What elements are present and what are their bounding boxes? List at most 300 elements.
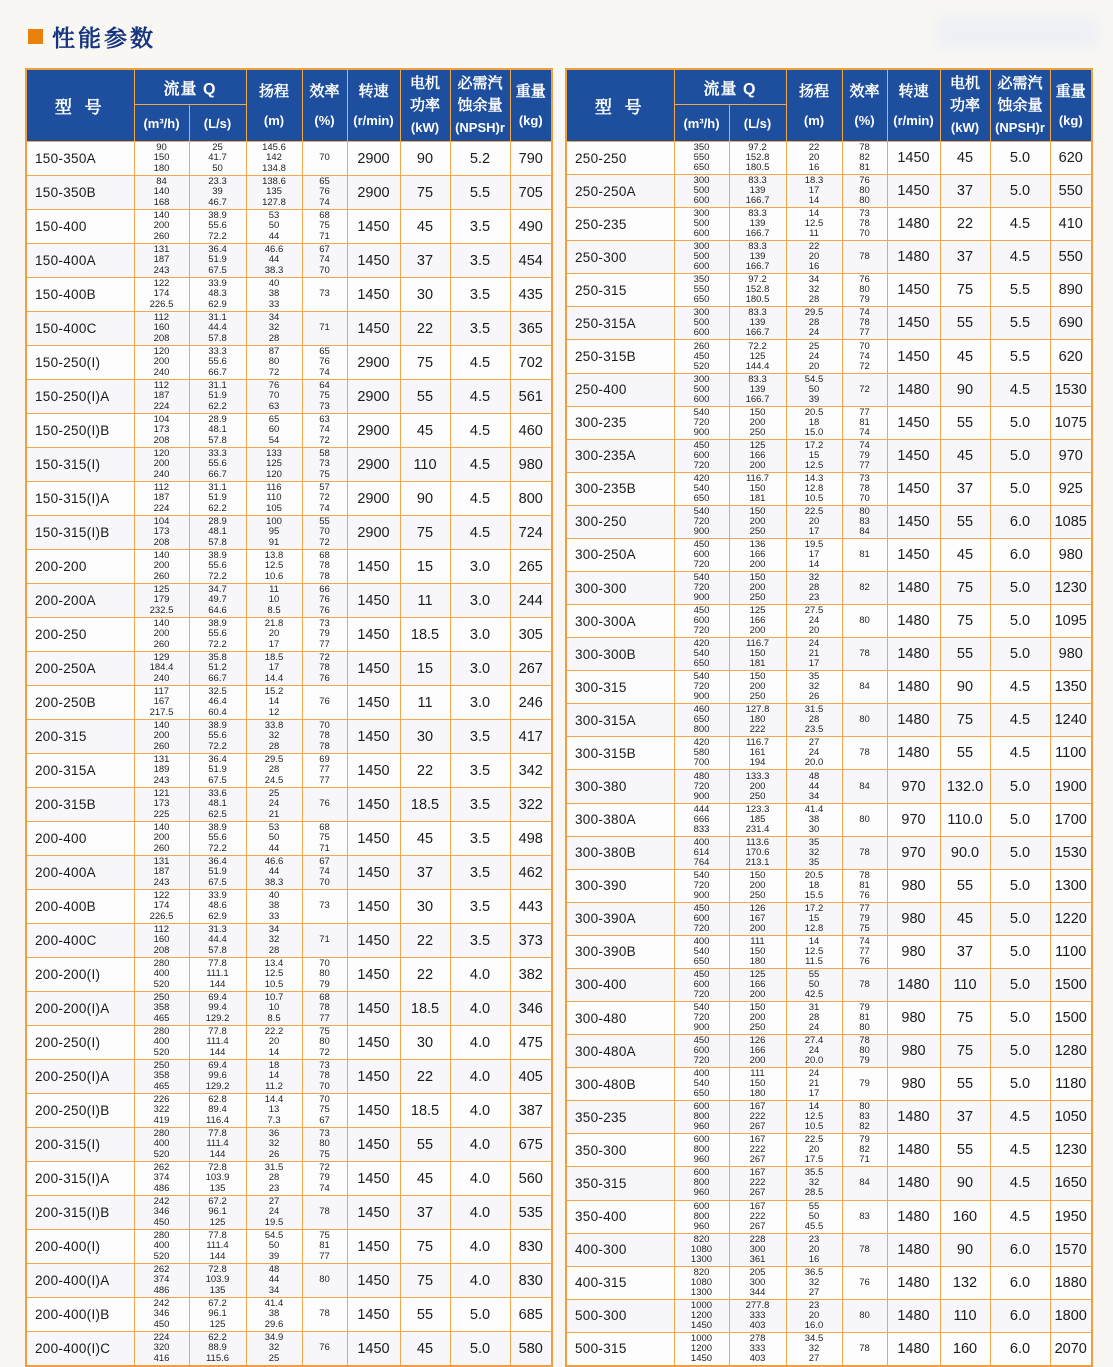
head-cell (786, 1299, 842, 1332)
weight-header-unit: (kg) (1058, 112, 1083, 128)
efficiency-cell (302, 1128, 347, 1162)
power-header-label: 功率 (409, 97, 440, 114)
flow-ls-cell-value: 125 (749, 439, 766, 451)
flow-m3h-cell-value: 480 (693, 770, 710, 782)
speed-cell: 980 (887, 869, 940, 902)
head-cell-value: 15 (808, 449, 820, 461)
head-cell-value: 35 (808, 671, 820, 683)
efficiency-cell-value: 78 (859, 1243, 870, 1255)
head-cell-value: 21.8 (264, 617, 284, 629)
npsh-cell: 5.0 (450, 1332, 510, 1367)
head-cell-value: 20.0 (804, 757, 824, 769)
efficiency-cell-value: 78 (859, 1342, 870, 1354)
flow-m3h-cell-value: 800 (693, 1210, 710, 1222)
flow-m3h-cell-value: 600 (693, 261, 710, 273)
efficiency-cell-value: 80 (319, 1138, 330, 1150)
head-cell-value: 50 (268, 832, 280, 844)
npsh-cell: 5.0 (990, 902, 1050, 935)
flow-m3h-cell-value: 208 (153, 434, 170, 446)
efficiency-cell (302, 1298, 347, 1332)
flow-m3h-cell-value: 262 (153, 1161, 170, 1173)
head-cell-value: 105 (266, 502, 282, 514)
head-cell-value: 72 (268, 366, 280, 378)
flow-m3h-cell-value: 167 (153, 696, 170, 708)
power-cell: 90 (940, 373, 990, 406)
flow-ls-cell-value: 83.3 (748, 208, 767, 220)
weight-cell: 1300 (1050, 869, 1092, 902)
head-cell-value: 31.5 (264, 1161, 284, 1173)
npsh-header-label: 蚀余量 (997, 97, 1043, 114)
model-cell: 250-235 (566, 208, 674, 241)
table-row (26, 550, 552, 584)
head-cell-value: 87 (268, 345, 280, 357)
flow-m3h-cell-value: 112 (153, 923, 170, 935)
power-header-label: 电机 (409, 75, 440, 93)
flow-m3h-cell (674, 307, 729, 340)
flow-ls-cell-value: 135 (209, 1182, 226, 1194)
flow-m3h-cell-value: 614 (693, 846, 710, 858)
flow-ls-cell-value: 23.3 (208, 175, 227, 187)
flow-ls-cell-value: 200 (749, 582, 766, 594)
table-row (566, 1266, 1092, 1299)
head-cell-value: 24 (268, 798, 280, 810)
flow-m3h-cell-value: 600 (693, 1101, 710, 1113)
head-cell-value: 23.5 (804, 724, 824, 736)
npsh-cell: 3.5 (450, 720, 510, 754)
npsh-cell: 4.5 (990, 241, 1050, 274)
npsh-cell: 3.5 (450, 210, 510, 244)
flow-m3h-cell-value: 600 (693, 978, 710, 990)
head-cell-value: 21 (808, 1078, 820, 1090)
flow-ls-cell-value: 39 (212, 186, 223, 198)
flow-m3h-cell-value: 225 (153, 808, 170, 820)
flow-m3h-cell-value: 420 (693, 638, 710, 650)
efficiency-cell-value: 67 (319, 243, 330, 255)
power-header-unit: (kW) (410, 119, 440, 135)
flow-ls-cell-value: 111.1 (206, 968, 229, 980)
efficiency-cell-value: 74 (319, 424, 330, 436)
head-cell-value: 28 (268, 332, 280, 344)
head-header-text (787, 71, 842, 141)
speed-cell: 1450 (347, 1264, 400, 1298)
flow-m3h-cell-value: 1300 (690, 1253, 713, 1265)
weight-cell: 980 (510, 448, 552, 482)
flow-ls-cell-value: 28.9 (208, 413, 227, 425)
head-cell-value: 12.8 (804, 482, 824, 494)
speed-cell: 1450 (887, 538, 940, 571)
flow-ls-cell-value: 72.2 (208, 842, 227, 854)
npsh-cell: 5.5 (450, 176, 510, 210)
flow-m3h-cell-value: 131 (153, 855, 170, 867)
efficiency-cell-value: 75 (319, 468, 330, 480)
flow-m3h-cell (134, 278, 189, 312)
head-cell (786, 671, 842, 704)
efficiency-cell (842, 175, 887, 208)
model-cell: 200-400A (26, 856, 134, 890)
weight-cell: 460 (510, 414, 552, 448)
head-cell-value: 20 (268, 1036, 280, 1048)
flow-m3h-cell-value: 800 (693, 1144, 710, 1156)
flow-m3h-cell-value: 460 (693, 704, 710, 716)
head-cell-value: 23 (808, 1299, 820, 1311)
efficiency-cell (842, 505, 887, 538)
weight-cell: 800 (510, 482, 552, 516)
npsh-cell: 5.0 (990, 836, 1050, 869)
weight-cell: 690 (1050, 307, 1092, 340)
head-cell-value: 54.5 (264, 1229, 284, 1241)
head-cell-value: 34 (268, 1284, 280, 1296)
flow-ls-cell (729, 803, 786, 836)
speed-cell: 1480 (887, 1332, 940, 1366)
head-cell-value: 18 (808, 416, 820, 428)
flow-ls-cell-value: 129.2 (205, 1080, 230, 1092)
head-cell-value: 15 (808, 912, 820, 924)
power-cell: 30 (400, 278, 450, 312)
head-cell-value: 28 (268, 740, 280, 752)
efficiency-cell (842, 1134, 887, 1167)
head-cell-value: 23 (808, 592, 820, 604)
efficiency-cell-value: 78 (859, 251, 870, 263)
flow-ls-cell (729, 175, 786, 208)
power-cell: 37 (940, 472, 990, 505)
flow-ls-cell-value: 180 (749, 955, 766, 967)
flow-header: 流量 Q (674, 69, 786, 105)
flow-ls-cell-value: 31.3 (208, 923, 227, 935)
efficiency-cell (842, 902, 887, 935)
flow-m3h-cell-value: 500 (693, 218, 710, 230)
flow-ls-cell-value: 67.2 (208, 1195, 227, 1207)
speed-header-text (348, 71, 400, 141)
flow-m3h-cell-value: 400 (693, 836, 710, 848)
head-cell (786, 241, 842, 274)
efficiency-cell-value: 70 (859, 228, 870, 240)
efficiency-cell (302, 822, 347, 856)
head-cell-value: 46.6 (264, 855, 284, 867)
head-cell-value: 12.5 (264, 968, 284, 980)
flow-m3h-cell-value: 104 (153, 515, 170, 527)
efficiency-cell-value: 70 (859, 492, 870, 504)
power-cell: 37 (940, 935, 990, 968)
flow-m3h-cell-value: 720 (693, 1012, 710, 1024)
efficiency-cell-value: 72 (859, 383, 870, 395)
efficiency-cell-value: 75 (319, 1148, 330, 1160)
npsh-cell: 4.5 (990, 1200, 1050, 1233)
model-cell: 250-250A (566, 175, 674, 208)
flow-m3h-cell-value: 550 (693, 284, 710, 296)
table-row (566, 605, 1092, 638)
flow-m3h-cell-value: 358 (153, 1070, 170, 1082)
head-cell (786, 572, 842, 605)
head-cell-value: 24 (268, 1206, 280, 1218)
speed-header (887, 69, 940, 142)
flow-ls-cell-value: 62.9 (208, 910, 227, 922)
npsh-header (450, 69, 510, 142)
flow-ls-cell-value: 99.4 (208, 1002, 227, 1014)
flow-ls-cell-value: 250 (749, 1022, 766, 1034)
flow-ls-cell (729, 1299, 786, 1332)
flow-ls-cell-value: 36.4 (208, 243, 227, 255)
flow-m3h-cell-value: 240 (153, 468, 170, 480)
speed-cell: 1450 (347, 686, 400, 720)
flow-m3h-cell-value: 346 (153, 1308, 170, 1320)
efficiency-cell-value: 79 (859, 1078, 870, 1090)
flow-m3h-cell-value: 500 (693, 251, 710, 263)
flow-m3h-cell-value: 520 (153, 1046, 170, 1058)
flow-ls-cell-value: 333 (749, 1342, 766, 1354)
efficiency-cell (302, 346, 347, 380)
flow-ls-cell-value: 200 (749, 879, 766, 891)
head-cell-value: 26 (268, 1148, 280, 1160)
head-cell (786, 836, 842, 869)
model-cell: 250-315 (566, 274, 674, 307)
weight-cell: 454 (510, 244, 552, 278)
head-cell-value: 138.6 (262, 175, 286, 187)
model-cell: 200-400C (26, 924, 134, 958)
efficiency-cell (302, 142, 347, 176)
flow-m3h-cell-value: 350 (693, 274, 710, 286)
head-cell-value: 15.5 (804, 889, 824, 901)
flow-m3h-cell-value: 580 (693, 747, 710, 759)
efficiency-cell-value: 84 (859, 1177, 870, 1189)
efficiency-cell-value: 78 (319, 1206, 330, 1218)
flow-ls-cell (189, 1094, 246, 1128)
npsh-cell: 6.0 (990, 505, 1050, 538)
efficiency-cell-value: 73 (319, 617, 330, 629)
efficiency-cell (302, 1332, 347, 1367)
flow-m3h-cell-value: 450 (693, 1035, 710, 1047)
table-row (26, 1264, 552, 1298)
efficiency-cell-value: 78 (859, 978, 870, 990)
power-cell: 37 (940, 175, 990, 208)
npsh-cell: 5.0 (990, 605, 1050, 638)
flow-ls-cell-value: 300 (749, 1243, 766, 1255)
power-cell: 55 (940, 869, 990, 902)
model-cell: 200-400 (26, 822, 134, 856)
weight-cell: 702 (510, 346, 552, 380)
power-cell: 55 (940, 737, 990, 770)
flow-ls-cell-value: 228 (749, 1233, 766, 1245)
flow-ls-cell-value: 77.8 (208, 957, 227, 969)
table-row (26, 1060, 552, 1094)
head-header-text (247, 71, 302, 141)
head-cell-value: 35.5 (804, 1167, 824, 1179)
flow-ls-cell-value: 77.8 (208, 1127, 227, 1139)
flow-m3h-cell (674, 836, 729, 869)
flow-ls-cell-value: 200 (749, 988, 766, 1000)
flow-ls-cell-value: 62.9 (208, 298, 227, 310)
efficiency-cell-value: 75 (319, 220, 330, 232)
head-cell (246, 312, 302, 346)
flow-m3h-cell-value: 243 (153, 774, 170, 786)
power-cell: 55 (940, 1134, 990, 1167)
model-cell: 200-250 (26, 618, 134, 652)
efficiency-cell-value: 79 (859, 1002, 870, 1014)
flow-m3h-cell-value: 900 (693, 1022, 710, 1034)
weight-cell: 1050 (1050, 1101, 1092, 1134)
table-row (566, 175, 1092, 208)
head-cell-value: 46.6 (264, 243, 284, 255)
table-row (26, 244, 552, 278)
flow-ls-cell-value: 125 (749, 605, 766, 617)
flow-ls-cell (729, 340, 786, 373)
flow-ls-cell-value: 403 (749, 1352, 766, 1364)
power-cell: 37 (940, 1101, 990, 1134)
head-cell-value: 24 (808, 615, 820, 627)
weight-cell: 1220 (1050, 902, 1092, 935)
flow-m3h-cell-value: 800 (693, 724, 710, 736)
head-cell (786, 1134, 842, 1167)
flow-m3h-cell-value: 1000 (690, 1299, 713, 1311)
flow-m3h-cell-value: 208 (153, 332, 170, 344)
flow-m3h-cell (134, 686, 189, 720)
head-cell-value: 45.5 (804, 1220, 824, 1232)
speed-cell: 1480 (887, 1299, 940, 1332)
flow-m3h-cell (134, 176, 189, 210)
flow-ls-cell (189, 652, 246, 686)
head-cell-value: 17 (808, 185, 820, 197)
head-cell (246, 1026, 302, 1060)
weight-cell: 550 (1050, 241, 1092, 274)
model-cell: 300-390B (566, 935, 674, 968)
power-cell: 55 (940, 505, 990, 538)
power-cell: 15 (400, 550, 450, 584)
head-cell-value: 34 (268, 923, 280, 935)
flow-m3h-cell-value: 720 (693, 416, 710, 428)
weight-cell: 382 (510, 958, 552, 992)
flow-ls-cell-value: 123.3 (745, 803, 770, 815)
weight-cell: 685 (510, 1298, 552, 1332)
flow-ls-cell-value: 133.3 (745, 770, 770, 782)
flow-ls-cell (729, 836, 786, 869)
power-cell: 37 (400, 856, 450, 890)
table-row (26, 482, 552, 516)
flow-m3h-cell (134, 1094, 189, 1128)
speed-cell: 1450 (347, 1298, 400, 1332)
head-cell-value: 28 (808, 294, 820, 306)
head-cell-value: 17.2 (804, 439, 824, 451)
speed-cell: 980 (887, 902, 940, 935)
header-row-1 (566, 69, 1092, 105)
head-cell-value: 48 (268, 1263, 280, 1275)
speed-cell: 1450 (347, 550, 400, 584)
head-cell (246, 720, 302, 754)
power-cell: 90 (940, 1233, 990, 1266)
model-cell: 300-300B (566, 638, 674, 671)
efficiency-cell-value: 80 (859, 505, 870, 517)
head-cell (786, 1200, 842, 1233)
head-cell-value: 32 (268, 934, 280, 946)
weight-header-label: 重量 (1055, 82, 1086, 100)
model-cell: 150-400A (26, 244, 134, 278)
flow-m3h-cell-value: 764 (693, 856, 710, 868)
head-cell-value: 16 (808, 162, 820, 174)
flow-ls-cell-value: 139 (749, 185, 766, 197)
head-cell (246, 550, 302, 584)
flow-ls-cell-value: 116.4 (205, 1114, 230, 1126)
weight-cell: 1950 (1050, 1200, 1092, 1233)
flow-ls-cell-value: 200 (749, 1012, 766, 1024)
speed-cell: 1450 (347, 210, 400, 244)
flow-m3h-cell-value: 260 (153, 842, 170, 854)
head-cell-value: 32 (808, 572, 820, 584)
section-bullet-icon (28, 29, 43, 44)
flow-m3h-cell (134, 754, 189, 788)
model-cell: 150-250(I)A (26, 380, 134, 414)
efficiency-cell (842, 340, 887, 373)
efficiency-cell-value: 84 (859, 525, 870, 537)
efficiency-cell (842, 671, 887, 704)
head-cell-value: 18 (808, 879, 820, 891)
head-cell-value: 50 (268, 220, 280, 232)
power-cell: 22 (400, 754, 450, 788)
model-cell: 300-480 (566, 1002, 674, 1035)
flow-ls-cell-value: 166.7 (745, 327, 770, 339)
power-cell: 55 (940, 638, 990, 671)
efficiency-cell-value: 69 (319, 753, 330, 765)
flow-m3h-cell-value: 232.5 (149, 604, 174, 616)
speed-cell: 1450 (887, 406, 940, 439)
head-cell-value: 14 (268, 696, 280, 708)
flow-m3h-cell-value: 400 (153, 1138, 170, 1150)
efficiency-cell-value: 78 (859, 648, 870, 660)
speed-cell: 1450 (887, 472, 940, 505)
weight-cell: 475 (510, 1026, 552, 1060)
power-cell: 90.0 (940, 836, 990, 869)
flow-m3h-cell-value: 960 (693, 1187, 710, 1199)
model-cell: 300-235 (566, 406, 674, 439)
model-cell: 200-250(I) (26, 1026, 134, 1060)
flow-m3h-cell-value: 84 (156, 175, 167, 187)
efficiency-cell-value: 79 (859, 1055, 870, 1067)
flow-m3h-cell-value: 320 (153, 1342, 170, 1354)
speed-cell: 1450 (347, 1332, 400, 1367)
power-cell: 90 (400, 142, 450, 176)
weight-cell: 1095 (1050, 605, 1092, 638)
efficiency-cell-value: 74 (859, 439, 870, 451)
power-cell: 75 (400, 516, 450, 550)
flow-m3h-cell-value: 450 (153, 1318, 170, 1330)
speed-cell: 1480 (887, 737, 940, 770)
flow-ls-cell-value: 152.8 (745, 284, 770, 296)
flow-ls-cell-value: 267 (749, 1154, 766, 1166)
table-row (566, 208, 1092, 241)
head-cell-value: 28 (808, 582, 820, 594)
head-cell (786, 175, 842, 208)
flow-m3h-cell-value: 400 (153, 968, 170, 980)
flow-ls-cell-value: 136 (749, 538, 766, 550)
flow-m3h-cell-value: 187 (153, 492, 170, 504)
speed-cell: 1450 (887, 142, 940, 175)
power-cell: 75 (940, 274, 990, 307)
efficiency-cell-value: 81 (859, 879, 870, 891)
flow-ls-cell-value: 231.4 (745, 823, 770, 835)
flow-ls-cell-value: 111 (750, 935, 765, 947)
table-row (566, 274, 1092, 307)
flow-ls-cell (189, 1298, 246, 1332)
table-row (566, 1299, 1092, 1332)
efficiency-cell (842, 1299, 887, 1332)
efficiency-cell-value: 78 (859, 1035, 870, 1047)
flow-m3h-cell (674, 902, 729, 935)
flow-ls-cell-value: 99.6 (208, 1070, 227, 1082)
flow-m3h-cell-value: 174 (153, 900, 170, 912)
flow-ls-cell-value: 167 (749, 1167, 766, 1179)
npsh-cell: 5.0 (990, 406, 1050, 439)
model-cell: 300-380 (566, 770, 674, 803)
flow-ls-cell-value: 83.3 (748, 175, 767, 187)
efficiency-cell (842, 274, 887, 307)
head-cell (246, 244, 302, 278)
